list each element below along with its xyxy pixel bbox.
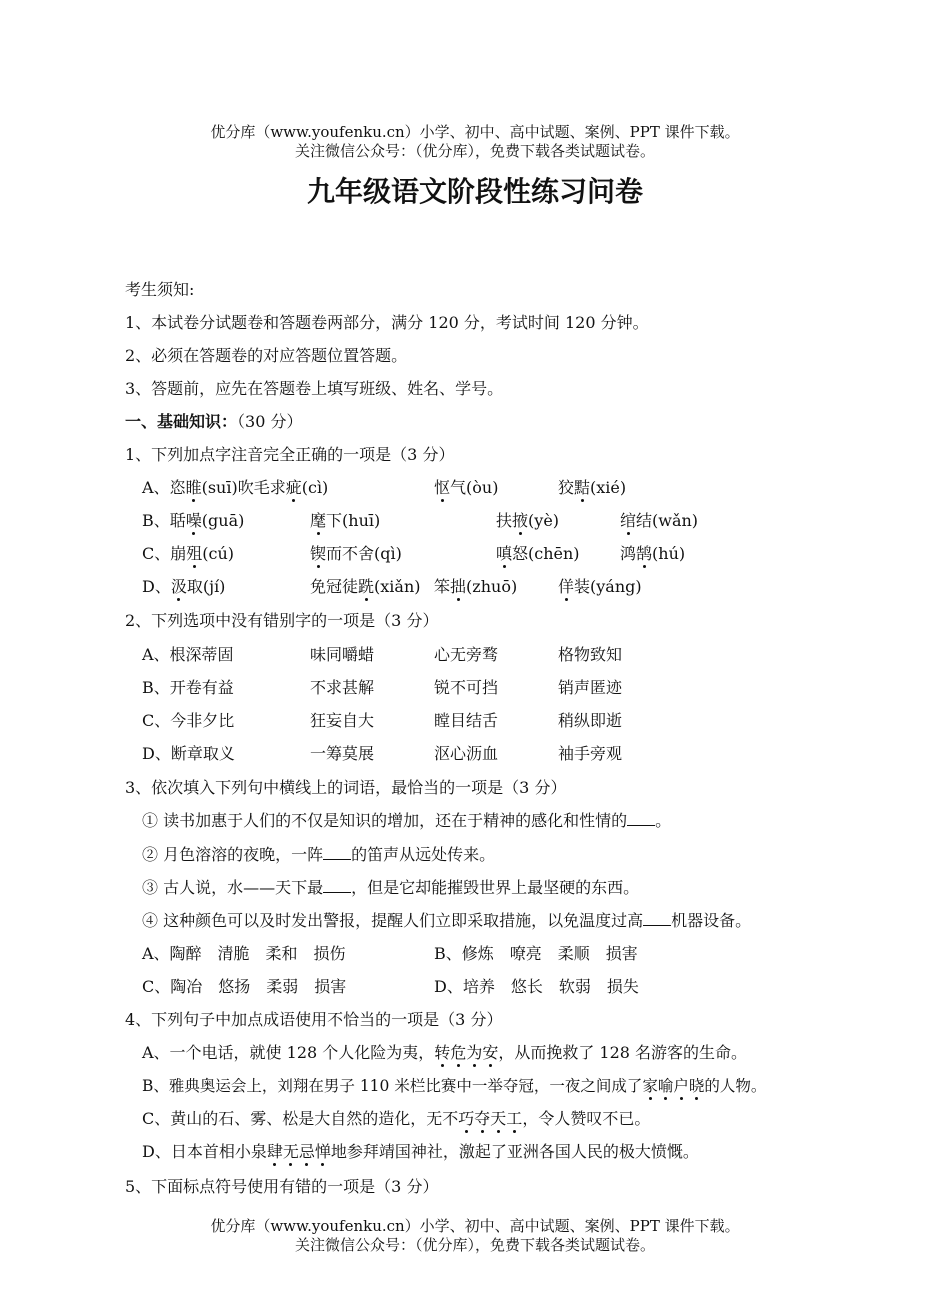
notice-item-2: 2、必须在答题卷的对应答题位置答题。 [125, 346, 408, 365]
q2-d-2: 一筹莫展 [310, 744, 375, 763]
q2-d-4: 袖手旁观 [558, 744, 623, 763]
text: 结(wǎn) [636, 511, 699, 530]
q3-option-d: D、培养 悠长 软弱 损失 [434, 977, 639, 996]
text: 取(jí) [186, 577, 226, 596]
section-label: 一、基础知识： [125, 412, 238, 431]
dotted-char: 家 [642, 1077, 658, 1095]
notice-item-3: 3、答题前，应先在答题卷上填写班级、姓名、学号。 [125, 379, 504, 398]
text: 装(yáng) [574, 577, 642, 596]
q2-stem: 2、下列选项中没有错别字的一项是（3 分） [125, 611, 439, 630]
q2-b-2: 不求甚解 [310, 678, 375, 697]
dotted-char: 汲 [170, 577, 187, 596]
dotted-char: 肆 [266, 1142, 283, 1161]
dotted-char: 鹄 [636, 544, 653, 563]
text: ，但是它却能摧毁世界上最坚硬的东西。 [351, 878, 640, 897]
dotted-char: 怄 [434, 478, 451, 497]
dotted-char: 喻 [657, 1077, 674, 1095]
dotted-char: 噪 [185, 511, 202, 530]
q1-option-b-word3 [496, 510, 559, 532]
text: 崩 [170, 544, 187, 563]
dotted-char: 为 [466, 1043, 483, 1062]
text: ③ 古人说，水——天下最 [142, 878, 324, 897]
text: (zhuō) [466, 577, 518, 596]
q3-option-b: B、修炼 嘹亮 柔顺 损害 [434, 944, 638, 963]
notice-item-1: 1、本试卷分试题卷和答题卷两部分，满分 120 分，考试时间 120 分钟。 [125, 313, 649, 332]
q1-option-b-word2 [310, 510, 380, 532]
q1-option-b-word1 [142, 510, 244, 532]
text: (suī)吹毛求 [201, 478, 286, 497]
dotted-char: 危 [450, 1043, 467, 1062]
dotted-char: 拙 [450, 577, 467, 596]
answer-blank [323, 878, 351, 893]
answer-blank [643, 911, 671, 926]
q3-stem: 3、依次填入下列句中横线上的词语，最恰当的一项是（3 分） [125, 778, 567, 797]
page-title: 九年级语文阶段性练习问卷 [306, 175, 643, 208]
text: ② 月色溶溶的夜晚，一阵 [142, 845, 324, 864]
dotted-char: 掖 [512, 511, 529, 530]
q3-sentence-3 [142, 877, 639, 899]
dotted-char: 忌 [298, 1142, 315, 1161]
text: 的人物。 [704, 1077, 767, 1095]
q1-option-a-word3 [558, 477, 626, 499]
text: D、日本首相小泉 [142, 1142, 267, 1161]
dotted-char: 户 [673, 1077, 689, 1095]
dotted-char: 安 [482, 1043, 499, 1062]
text: C、黄山的石、雾、松是大自然的造化，无不 [142, 1109, 459, 1128]
dotted-char: 跣 [358, 577, 375, 596]
q1-option-a-word1 [142, 477, 328, 499]
text: ④ 这种颜色可以及时发出警报，提醒人们立即采取措施，以免温度过高 [142, 911, 644, 930]
q3-option-c: C、陶冶 悠扬 柔弱 损害 [142, 977, 347, 996]
q1-c-label: C、 [142, 544, 171, 563]
q5-stem: 5、下面标点符号使用有错的一项是（3 分） [125, 1177, 439, 1196]
q2-d-1: D、断章取义 [142, 744, 235, 763]
q2-a-1: A、根深蒂固 [142, 645, 234, 664]
dotted-char: 转 [434, 1043, 451, 1062]
q1-option-c-word2 [310, 543, 402, 565]
q1-d-label: D、 [142, 577, 171, 596]
q1-option-a-word2 [434, 477, 498, 499]
q1-option-c-word4 [620, 543, 685, 565]
dotted-char: 无 [282, 1142, 299, 1161]
text: (guā) [201, 511, 245, 530]
q3-sentence-4 [142, 910, 751, 932]
text: 怒(chēn) [512, 544, 580, 563]
text: 机器设备。 [671, 911, 752, 930]
dotted-char: 黠 [574, 478, 591, 497]
q1-b-label: B、 [142, 511, 170, 530]
text: 鸿 [620, 544, 637, 563]
q2-a-4: 格物致知 [558, 645, 623, 664]
dotted-char: 晓 [688, 1077, 705, 1095]
text: A、一个电话，就使 128 个人化险为夷， [142, 1043, 435, 1062]
text: ，从而挽救了 128 名游客的生命。 [498, 1043, 748, 1062]
dotted-char: 佯 [558, 577, 575, 596]
dotted-char: 绾 [620, 511, 637, 530]
q3-sentence-2 [142, 844, 495, 866]
q1-stem: 1、下列加点字注音完全正确的一项是（3 分） [125, 445, 455, 464]
q2-c-3: 瞠目结舌 [434, 711, 499, 730]
text: 的笛声从远处传来。 [351, 845, 496, 864]
q2-b-4: 销声匿迹 [558, 678, 623, 697]
dotted-char: 疵 [285, 478, 302, 497]
text: (cì) [301, 478, 329, 497]
q4-option-d [142, 1141, 699, 1163]
text: 气(òu) [450, 478, 499, 497]
q1-a-label: A、 [142, 478, 170, 497]
dotted-char: 殂 [186, 544, 203, 563]
q3-sentence-1 [142, 810, 671, 832]
q2-a-3: 心无旁骛 [434, 645, 499, 664]
q2-b-1: B、开卷有益 [142, 678, 234, 697]
q1-option-d-word4 [558, 576, 642, 598]
text: 。 [655, 811, 672, 830]
footer-line-2: 关注微信公众号：（优分库），免费下载各类试题试卷。 [294, 1236, 655, 1254]
dotted-char: 惮 [314, 1142, 331, 1161]
dotted-char: 睢 [185, 478, 202, 497]
header-line-1: 优分库（www.youfenku.cn）小学、初中、高中试题、案例、PPT 课件下载。 [210, 123, 740, 141]
q3-option-a: A、陶醉 清脆 柔和 损伤 [142, 944, 346, 963]
footer-line-1: 优分库（www.youfenku.cn）小学、初中、高中试题、案例、PPT 课件下载。 [210, 1217, 740, 1235]
text: 下(huī) [326, 511, 381, 530]
q1-option-c-word3 [496, 543, 580, 565]
dotted-char: 工 [506, 1109, 523, 1128]
notice-heading: 考生须知: [125, 280, 195, 299]
dotted-char: 嗔 [496, 544, 513, 563]
q1-option-c-word1 [142, 543, 234, 565]
answer-blank [627, 811, 655, 826]
q1-option-b-word4 [620, 510, 698, 532]
dotted-char: 巧 [458, 1109, 475, 1128]
q2-c-4: 稍纵即逝 [558, 711, 623, 730]
dotted-char: 夺 [474, 1109, 491, 1128]
text: (yè) [528, 511, 560, 530]
section-heading [125, 411, 302, 433]
q1-option-d-word2 [310, 576, 421, 598]
header-line-2: 关注微信公众号：（优分库），免费下载各类试题试卷。 [294, 142, 655, 160]
text: ，令人赞叹不已。 [522, 1109, 651, 1128]
q4-stem: 4、下列句子中加点成语使用不恰当的一项是（3 分） [125, 1010, 503, 1029]
dotted-char: 天 [490, 1109, 507, 1128]
text: ① 读书加惠于人们的不仅是知识的增加，还在于精神的感化和性情的 [142, 811, 628, 830]
text: (cú) [202, 544, 235, 563]
text: 笨 [434, 577, 451, 596]
section-score: （30 分） [237, 412, 303, 431]
answer-blank [323, 845, 351, 860]
q2-c-2: 狂妄自大 [310, 711, 375, 730]
text: 扶 [496, 511, 513, 530]
q4-option-a [142, 1042, 747, 1064]
q1-option-d-word3 [434, 576, 517, 598]
q4-option-c [142, 1108, 650, 1130]
q2-d-3: 沤心沥血 [434, 744, 499, 763]
text: 而不舍(qì) [326, 544, 402, 563]
text: 聒 [169, 511, 186, 530]
text: 恣 [169, 478, 186, 497]
text: (hú) [652, 544, 686, 563]
text: (xié) [590, 478, 627, 497]
text: 狡 [558, 478, 575, 497]
dotted-char: 麾 [310, 511, 327, 530]
q2-c-1: C、今非夕比 [142, 711, 235, 730]
q1-option-d-word1 [142, 576, 225, 598]
dotted-char: 锲 [310, 544, 327, 563]
text: 免冠徒 [310, 577, 359, 596]
q2-a-2: 味同嚼蜡 [310, 645, 375, 664]
q2-b-3: 锐不可挡 [434, 678, 499, 697]
text: (xiǎn) [374, 577, 421, 596]
q4-option-b [142, 1075, 766, 1097]
text: B、雅典奥运会上，刘翔在男子 110 米栏比赛中一举夺冠，一夜之间成了 [142, 1077, 643, 1095]
text: 地参拜靖国神社，激起了亚洲各国人民的极大愤慨。 [330, 1142, 699, 1161]
